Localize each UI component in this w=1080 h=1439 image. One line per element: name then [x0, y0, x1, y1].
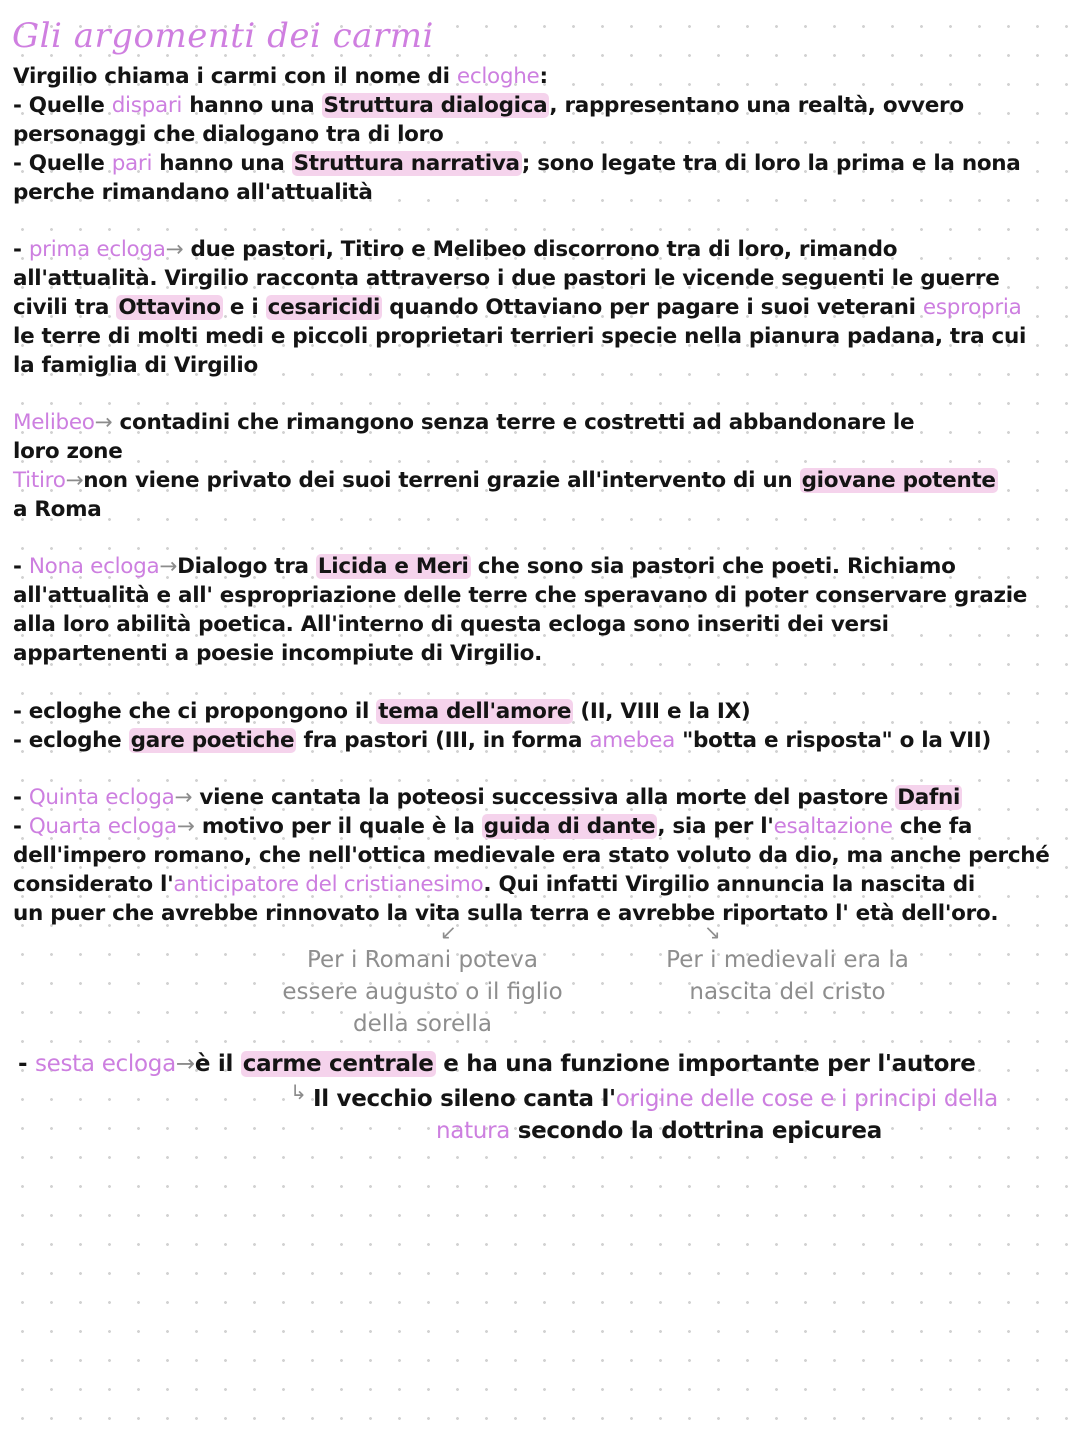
highlight-carme-centrale: carme centrale — [242, 1051, 434, 1077]
nona-line-4: appartenenti a poesie incompiute di Virgilio. — [13, 641, 542, 666]
term-dispari: dispari — [111, 93, 183, 118]
arrow-icon: → — [176, 814, 195, 839]
highlight-giovane-potente: giovane potente — [801, 468, 996, 493]
intro-colon: : — [539, 64, 548, 89]
quinta-line — [13, 783, 962, 812]
note-medievali — [640, 944, 935, 1008]
note-romani-line: essere augusto o il figlio — [282, 979, 563, 1005]
quarta-line-4: un puer che avrebbe rinnovato la vita sulla terra e avrebbe riportato l' età dell'oro. — [13, 901, 999, 926]
titiro-line-1 — [13, 466, 998, 495]
dispari-line-1 — [13, 91, 964, 120]
text: considerato l' — [13, 872, 174, 897]
note-medievali-line: Per i medievali era la — [666, 947, 909, 973]
highlight-licida-e-meri: Licida e Meri — [317, 554, 469, 579]
text: quando Ottaviano per pagare i suoi veterani — [382, 295, 923, 320]
text: due pastori, Titiro e Melibeo discorrono tra di loro, rimando — [183, 237, 898, 262]
prima-line-5: la famiglia di Virgilio — [13, 353, 258, 378]
melibeo-line-2: loro zone — [13, 439, 123, 464]
pointer-arrow-icon: ↙ — [440, 920, 457, 944]
dispari-line-2: personaggi che dialogano tra di loro — [13, 122, 444, 147]
term-anticipatore-cristianesimo: anticipatore del cristianesimo — [173, 872, 484, 897]
note-romani — [250, 944, 595, 1040]
page-title: Gli argomenti dei carmi — [12, 16, 434, 56]
nona-line-1 — [13, 552, 956, 581]
term-quinta-ecloga: Quinta ecloga — [28, 785, 175, 810]
text: contadini che rimangono senza terre e costretti ad abbandonare le — [112, 410, 915, 435]
text: . Qui infatti Virgilio annuncia la nascita di — [483, 872, 975, 897]
nona-line-2: all'attualità e all' espropriazione delle terre che speravano di poter conservare grazie — [13, 583, 1028, 608]
text: è il — [194, 1051, 241, 1077]
arrow-icon: → — [174, 785, 193, 810]
text: che fa — [892, 814, 973, 839]
term-melibeo: Melibeo — [13, 410, 95, 435]
text: , rappresentano una realtà, ovvero — [549, 93, 964, 118]
sesta-line-1 — [18, 1050, 976, 1079]
highlight-dafni: Dafni — [897, 785, 961, 810]
intro-line — [13, 62, 548, 91]
term-prima-ecloga: prima ecloga — [28, 237, 166, 262]
text: (II, VIII e la IX) — [573, 699, 751, 724]
prima-line-4: le terre di molti medi e piccoli proprietari terrieri specie nella pianura padana, tra cui — [13, 324, 1027, 349]
text: fra pastori (III, in forma — [296, 728, 590, 753]
term-ecloghe: ecloghe — [456, 64, 540, 89]
highlight-guida-di-dante: guida di dante — [483, 814, 656, 839]
sesta-line-2 — [313, 1085, 998, 1114]
term-espropria: espropria — [922, 295, 1022, 320]
text: - — [18, 1051, 35, 1077]
text: civili tra — [13, 295, 117, 320]
text: che sono sia pastori che poeti. Richiamo — [470, 554, 956, 579]
text: hanno una — [152, 151, 292, 176]
arrow-icon: → — [65, 468, 84, 493]
term-nona-ecloga: Nona ecloga — [28, 554, 160, 579]
highlight-gare-poetiche: gare poetiche — [130, 728, 295, 753]
pari-line-2: perche rimandano all'attualità — [13, 180, 373, 205]
note-medievali-line: nascita del cristo — [689, 979, 886, 1005]
pointer-arrow-icon: ↘ — [704, 920, 721, 944]
text: non viene privato dei suoi terreni grazie all'intervento di un — [83, 468, 800, 493]
nona-line-3: alla loro abilità poetica. All'interno di questa ecloga sono inseriti dei versi — [13, 612, 889, 637]
term-amebea: amebea — [589, 728, 675, 753]
prima-line-2: all'attualità. Virgilio racconta attraverso i due pastori le vicende seguenti le guerre — [13, 266, 1000, 291]
arrow-icon: → — [159, 554, 178, 579]
term-titiro: Titiro — [13, 468, 66, 493]
text: - ecloghe che ci propongono il — [13, 699, 377, 724]
hook-arrow-icon: ↳ — [290, 1080, 307, 1104]
text: - ecloghe — [13, 728, 129, 753]
note-romani-line: della sorella — [353, 1011, 492, 1037]
quarta-line-1 — [13, 812, 972, 841]
text: "botta e risposta" o la VII) — [674, 728, 992, 753]
term-origine-delle-cose: origine delle cose e i principi della — [615, 1086, 998, 1112]
text: viene cantata la poteosi successiva alla morte del pastore — [192, 785, 896, 810]
intro-text: Virgilio chiama i carmi con il nome di — [13, 64, 457, 89]
note-romani-line: Per i Romani poteva — [306, 947, 538, 973]
gare-line — [13, 726, 991, 755]
highlight-struttura-narrativa: Struttura narrativa — [293, 151, 520, 176]
melibeo-line-1 — [13, 408, 914, 437]
text: - Quelle — [13, 93, 112, 118]
highlight-cesaricidi: cesaricidi — [267, 295, 381, 320]
text: - — [13, 785, 29, 810]
arrow-icon: → — [94, 410, 113, 435]
amore-line — [13, 697, 750, 726]
term-natura: natura — [436, 1118, 511, 1144]
text: , sia per l' — [657, 814, 774, 839]
text: - — [13, 814, 29, 839]
quarta-line-3 — [13, 870, 975, 899]
text: e ha una funzione importante per l'autore — [435, 1051, 976, 1077]
text: ; sono legate tra di loro la prima e la nona — [521, 151, 1021, 176]
prima-line-3 — [13, 293, 1021, 322]
term-pari: pari — [111, 151, 153, 176]
quarta-line-2: dell'impero romano, che nell'ottica medievale era stato voluto da dio, ma anche perché — [13, 843, 1050, 868]
highlight-struttura-dialogica: Struttura dialogica — [323, 93, 548, 118]
prima-line-1 — [13, 235, 897, 264]
arrow-icon: → — [175, 1051, 195, 1077]
text: Il vecchio sileno canta l' — [313, 1086, 616, 1112]
text: hanno una — [182, 93, 322, 118]
highlight-ottavino: Ottavino — [118, 295, 221, 320]
text: e i — [222, 295, 266, 320]
text: - — [13, 554, 29, 579]
text: Dialogo tra — [177, 554, 316, 579]
text: - Quelle — [13, 151, 112, 176]
text: - — [13, 237, 29, 262]
titiro-line-2: a Roma — [13, 497, 102, 522]
text: motivo per il quale è la — [194, 814, 482, 839]
term-sesta-ecloga: sesta ecloga — [34, 1051, 176, 1077]
arrow-icon: → — [165, 237, 184, 262]
text: secondo la dottrina epicurea — [510, 1118, 882, 1144]
term-esaltazione: esaltazione — [773, 814, 893, 839]
sesta-line-3 — [436, 1117, 882, 1146]
highlight-tema-amore: tema dell'amore — [378, 699, 572, 724]
pari-line-1 — [13, 149, 1021, 178]
term-quarta-ecloga: Quarta ecloga — [28, 814, 177, 839]
